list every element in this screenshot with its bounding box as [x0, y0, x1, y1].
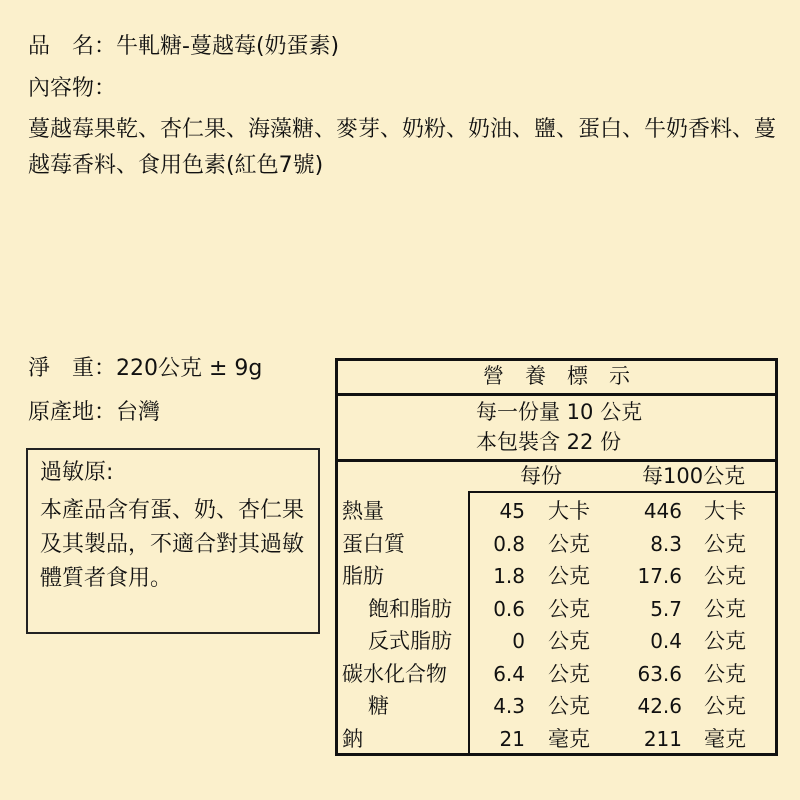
- per-serving-unit: 公克: [548, 661, 590, 686]
- allergen-box: [26, 448, 320, 634]
- per-100g-unit: 公克: [704, 596, 746, 621]
- per-100g-value: 5.7: [650, 596, 682, 621]
- per-serving-unit: 公克: [548, 694, 590, 718]
- nutrient-name: 蛋白質: [342, 531, 405, 556]
- per-100g-value: 446: [643, 499, 682, 523]
- nutrient-name: 熱量: [342, 499, 384, 523]
- allergen-title: 過敏原:: [40, 460, 114, 485]
- per-100g-unit: 毫克: [704, 726, 746, 751]
- per-100g-value: 211: [643, 726, 682, 751]
- ingredients-heading: 內容物：: [28, 76, 117, 101]
- per-serving-unit: 公克: [548, 596, 590, 621]
- per-serving-value: 1.8: [493, 564, 525, 588]
- per-serving-value: 45: [499, 499, 525, 523]
- allergen-text: 本產品含有蛋、奶、杏仁果及其製品，不適合對其過敏體質者食用。: [40, 498, 305, 591]
- per-100g-value: 0.4: [650, 629, 682, 653]
- nutrient-name: 碳水化合物: [342, 661, 447, 686]
- nutrient-name: 反式脂肪: [368, 629, 452, 653]
- per-serving-value: 0.6: [493, 596, 525, 621]
- per-100g-unit: 大卡: [704, 499, 746, 523]
- net-weight-value: 220公克 ± 9g: [116, 356, 263, 381]
- per-100g-unit: 公克: [704, 531, 746, 556]
- serving-size: 每一份量 10 公克: [476, 400, 643, 424]
- nutrient-name: 脂肪: [342, 564, 384, 588]
- net-weight-line: [28, 354, 262, 384]
- origin-value: 台灣: [116, 400, 161, 425]
- origin-label: 原產地：: [28, 400, 117, 425]
- per-serving-value: 6.4: [493, 661, 525, 686]
- product-name-label: 品 名：: [28, 34, 117, 59]
- per-100g-value: 42.6: [637, 694, 682, 718]
- per-serving-value: 21: [499, 726, 525, 751]
- nutrient-name: 糖: [368, 694, 389, 718]
- net-weight-label: 淨 重：: [28, 356, 117, 381]
- origin-line: [28, 398, 160, 428]
- per-serving-unit: 公克: [548, 629, 590, 653]
- product-name-line: [28, 32, 339, 62]
- per-serving-value: 0.8: [493, 531, 525, 556]
- per-serving-value: 0: [512, 629, 525, 653]
- per-100g-unit: 公克: [704, 694, 746, 718]
- per-100g-value: 8.3: [650, 531, 682, 556]
- servings-per-package: 本包裝含 22 份: [476, 430, 622, 454]
- per-serving-unit: 大卡: [548, 499, 590, 523]
- nutrition-divider: [338, 393, 775, 396]
- column-header-per-100g: 每100公克: [642, 464, 746, 488]
- per-serving-value: 4.3: [493, 694, 525, 718]
- nutrition-facts-table: [335, 358, 778, 756]
- nutrition-title: 營 養 標 示: [483, 364, 630, 388]
- per-100g-value: 63.6: [637, 661, 682, 686]
- product-name-value: 牛軋糖-蔓越莓(奶蛋素): [116, 34, 340, 59]
- nutrition-divider: [470, 491, 775, 493]
- nutrient-name: 飽和脂肪: [368, 596, 452, 621]
- per-100g-value: 17.6: [637, 564, 682, 588]
- per-100g-unit: 公克: [704, 629, 746, 653]
- per-serving-unit: 毫克: [548, 726, 590, 751]
- ingredients-text: 蔓越莓果乾、杏仁果、海藻糖、麥芽、奶粉、奶油、鹽、蛋白、牛奶香料、蔓越莓香料、食用色素(紅色7號): [28, 117, 777, 178]
- column-header-per-serving: 每份: [520, 464, 562, 488]
- per-100g-unit: 公克: [704, 661, 746, 686]
- per-serving-unit: 公克: [548, 564, 590, 588]
- per-100g-unit: 公克: [704, 564, 746, 588]
- per-serving-unit: 公克: [548, 531, 590, 556]
- nutrient-name: 鈉: [342, 726, 363, 751]
